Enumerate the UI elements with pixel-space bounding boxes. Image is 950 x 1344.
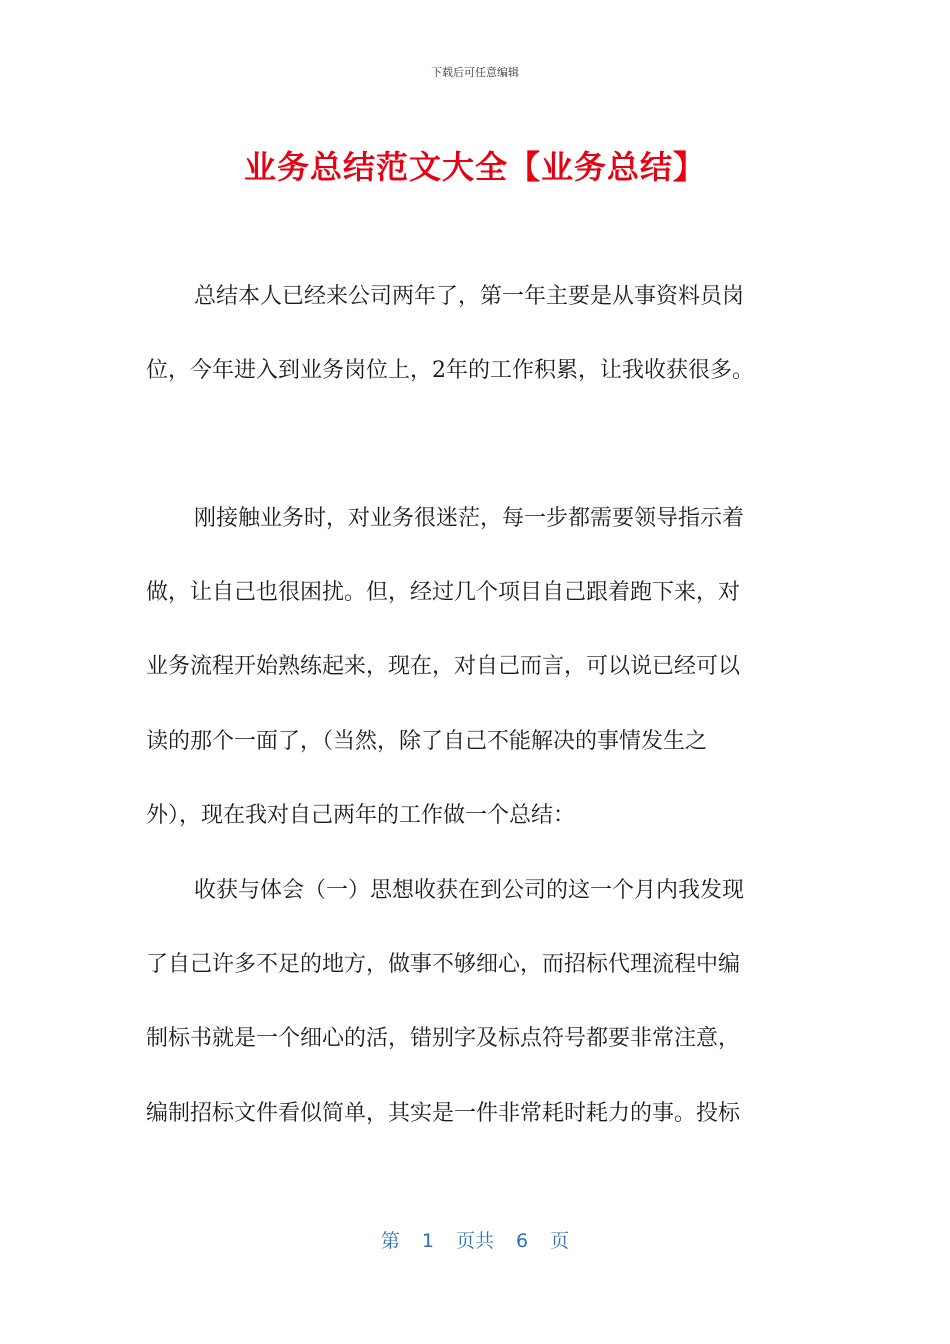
paragraph-line: 了自己许多不足的地方，做事不够细心，而招标代理流程中编 [146, 952, 741, 977]
paragraph-line: 业务流程开始熟练起来，现在，对自己而言，可以说已经可以 [146, 654, 741, 679]
footer-prefix: 第 [380, 1230, 400, 1252]
paragraph-line: 做，让自己也很困扰。但，经过几个项目自己跟着跑下来，对 [146, 580, 741, 605]
paragraph-line: 编制招标文件看似简单，其实是一件非常耗时耗力的事。投标 [146, 1101, 741, 1126]
document-title: 业务总结范文大全【业务总结】 [243, 148, 706, 186]
paragraph-line: 位，今年进入到业务岗位上，2年的工作积累，让我收获很多。 [146, 358, 754, 383]
footer-total-pages: 6 [516, 1230, 529, 1252]
paragraph-line: 收获与体会（一）思想收获在到公司的这一个月内我发现 [194, 878, 745, 903]
footer-page-number: 1 [421, 1230, 434, 1252]
paragraph-line: 总结本人已经来公司两年了，第一年主要是从事资料员岗 [194, 284, 745, 309]
header-note: 下载后可任意编辑 [431, 66, 519, 79]
footer-suffix: 页 [550, 1230, 570, 1252]
paragraph-line: 刚接触业务时，对业务很迷茫，每一步都需要领导指示着 [194, 506, 745, 531]
paragraph-line: 外），现在我对自己两年的工作做一个总结： [146, 803, 576, 828]
footer-middle: 页共 [455, 1230, 494, 1252]
paragraph-line: 制标书就是一个细心的活，错别字及标点符号都要非常注意， [146, 1026, 741, 1051]
page-footer [0, 1226, 950, 1253]
paragraph-line: 读的那个一面了，（当然，除了自己不能解决的事情发生之 [146, 729, 708, 754]
